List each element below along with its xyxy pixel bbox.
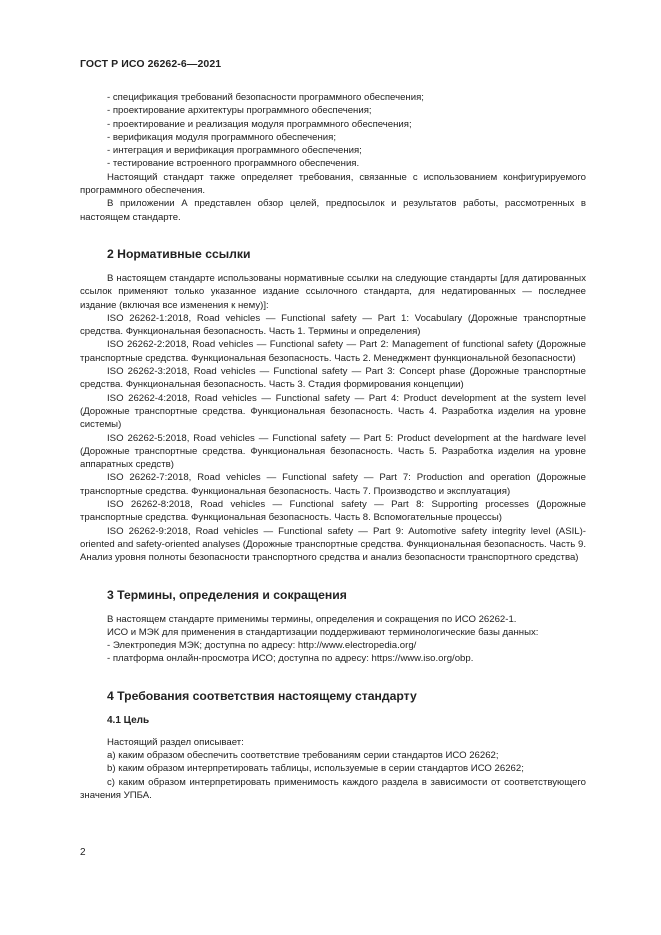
scope-list-item: - интеграция и верификация программного обеспечения; xyxy=(107,145,362,157)
subsection-4-1-heading: 4.1 Цель xyxy=(107,714,150,726)
scope-list-item: - спецификация требований безопасности программного обеспечения; xyxy=(107,92,424,103)
section-2-heading: 2 Нормативные ссылки xyxy=(107,246,251,261)
document-header-title: ГОСТ Р ИСО 26262-6—2021 xyxy=(80,58,222,70)
scope-list-item: - верификация модуля программного обеспечения; xyxy=(107,131,337,143)
scope-list-item: - проектирование и реализация модуля программного обеспечения; xyxy=(107,118,412,130)
annex-a-paragraph: В приложении А представлен обзор целей, предпосылок и результатов работы, рассмотренных в настоящем стандарте. xyxy=(80,198,586,223)
document-body xyxy=(80,91,586,802)
section-3-heading: 3 Термины, определения и сокращения xyxy=(107,587,347,602)
purpose-intro: Настоящий раздел описывает: xyxy=(107,736,244,748)
page-number: 2 xyxy=(80,847,86,858)
purpose-item: a) каким образом обеспечить соответствие требованиям серии стандартов ИСО 26262; xyxy=(107,749,499,761)
normative-ref-item: ISO 26262-1:2018, Road vehicles — Functional safety — Part 1: Vocabulary (Дорожные транспортные средства. Функциональная безопасность. Часть 1. Термины и определения) xyxy=(80,312,586,338)
terminology-db-item: - Электропедия МЭК; доступна по адресу: http://www.electropedia.org/ xyxy=(107,640,417,652)
normative-ref-item: ISO 26262-8:2018, Road vehicles — Functional safety — Part 8: Supporting processes (Дорожные транспортные средства. Функциональная безопасность. Часть 8. Вспомогательные процессы) xyxy=(80,499,586,524)
normative-ref-item: ISO 26262-7:2018, Road vehicles — Functional safety — Part 7: Production and operation (Дорожные транспортные средства. Функциональная безопасность. Часть 7. Производство и эксплуатация) xyxy=(80,472,586,497)
normative-ref-item: ISO 26262-9:2018, Road vehicles — Functional safety — Part 9: Automotive safety integrity level (ASIL)-oriented and safety-oriented analyses (Дорожные транспортные средства. Функциональная безопасность. Часть 9. Анализ уровня полноты безопасности транспортного средства и анализ безопасности транспортного средства) xyxy=(80,525,586,564)
normative-ref-item: ISO 26262-3:2018, Road vehicles — Functional safety — Part 3: Concept phase (Дорожные транспортные средства. Функциональная безопасность. Часть 3. Стадия формирования концепции) xyxy=(80,366,586,391)
normative-ref-item: ISO 26262-2:2018, Road vehicles — Functional safety — Part 2: Management of functional safety (Дорожные транспортные средства. Функциональная безопасность. Часть 2. Менеджмент функциональной безопасности) xyxy=(80,339,586,364)
terms-paragraph: В настоящем стандарте применимы термины, определения и сокращения по ИСО 26262-1. xyxy=(107,613,517,625)
configurable-software-paragraph: Настоящий стандарт также определяет требования, связанные с использованием конфигурируемого программного обеспечения. xyxy=(80,171,586,197)
normative-ref-item: ISO 26262-4:2018, Road vehicles — Functional safety — Part 4: Product development at the system level (Дорожные транспортные средства. Функциональная безопасность. Часть 4. Разработка изделия на уровне системы) xyxy=(80,392,586,431)
scope-list-item: - тестирование встроенного программного обеспечения. xyxy=(107,158,360,170)
terminology-db-paragraph: ИСО и МЭК для применения в стандартизации поддерживают терминологические базы данных: xyxy=(107,626,539,638)
normative-refs-intro: В настоящем стандарте использованы нормативные ссылки на следующие стандарты [для датированных ссылок применяют только указанное издание ссылочного стандарта, для недатированных — последнее издание (включая все изменения к нему)]: xyxy=(80,272,586,311)
purpose-item: c) каким образом интерпретировать применимость каждого раздела в зависимости от соответствующего значения УПБА. xyxy=(80,776,586,801)
terminology-db-item: - платформа онлайн-просмотра ИСО; доступна по адресу: https://www.iso.org/obp. xyxy=(107,653,474,665)
section-4-heading: 4 Требования соответствия настоящему стандарту xyxy=(107,688,417,703)
normative-ref-item: ISO 26262-5:2018, Road vehicles — Functional safety — Part 5: Product development at the hardware level (Дорожные транспортные средства. Функциональная безопасность. Часть 5. Разработка изделия на уровне аппаратных средств) xyxy=(80,432,586,471)
purpose-item: b) каким образом интерпретировать таблицы, используемые в серии стандартов ИСО 26262; xyxy=(107,763,524,775)
scope-list-item: - проектирование архитектуры программного обеспечения; xyxy=(107,105,372,117)
